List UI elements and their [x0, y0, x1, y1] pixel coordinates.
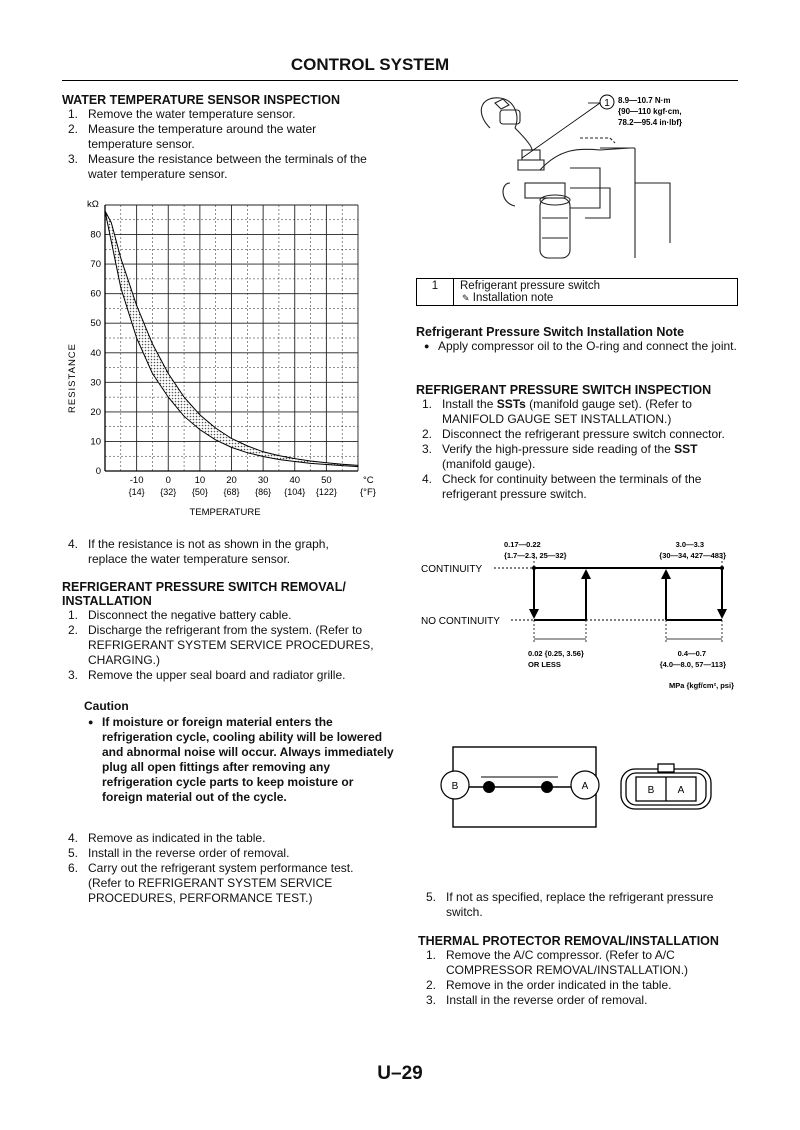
inspection-heading: REFRIGERANT PRESSURE SWITCH INSPECTION: [416, 383, 712, 397]
step-text: Install in the reverse order of removal.: [446, 993, 648, 1007]
y-tick-label: 10: [90, 436, 101, 448]
bottom-right-alt: {4.0—8.0, 57—113}: [659, 660, 726, 669]
list-item: 1. Remove the water temperature sensor.: [68, 107, 296, 121]
step-text: Install in the reverse order of removal.: [88, 846, 290, 860]
list-item: 3. Verify the high-pressure side reading of the SST (manifold gauge).: [422, 442, 698, 471]
removal-section: [62, 580, 392, 683]
water-temp-heading: WATER TEMPERATURE SENSOR INSPECTION: [62, 93, 341, 107]
pressure-switch-illustration: [470, 88, 740, 268]
x-tick-label: 20: [226, 475, 237, 486]
list-item: 5. If not as specified, replace the refrigerant pressure switch.: [426, 890, 714, 919]
x-axis-title: TEMPERATURE: [189, 507, 261, 518]
step-text: If not as specified, replace the refrigerant pressure switch.: [446, 890, 714, 919]
part-name: Refrigerant pressure switch: [460, 280, 600, 292]
x-tick-label-f: {104}: [284, 487, 306, 497]
x-tick-label: 50: [321, 475, 332, 486]
x-tick-label: -10: [129, 475, 144, 486]
continuity-diagram: [416, 533, 746, 693]
x-tick-label-f: {68}: [223, 487, 240, 497]
x-tick-labels: [129, 475, 337, 497]
switch-circuit-diagram: [425, 740, 725, 830]
step-text: Remove the A/C compressor. (Refer to A/C COMPRESSOR REMOVAL/INSTALLATION.): [446, 948, 689, 977]
top-right-value: 3.0—3.3: [675, 540, 704, 549]
x-unit-f: {°F}: [360, 487, 376, 498]
list-item: 2. Measure the temperature around the water temperature sensor.: [68, 122, 317, 151]
step-text: Measure the resistance between the terminals of the water temperature sensor.: [88, 152, 367, 181]
top-left-value: 0.17—0.22: [504, 540, 541, 549]
x-tick-label: 40: [289, 475, 301, 486]
bottom-left-value: 0.02 {0.25, 3.56}: [528, 649, 584, 658]
list-item: 6. Carry out the refrigerant system performance test. (Refer to REFRIGERANT SYSTEM SERVICE PROCEDURES, PERFORMANCE TEST.): [68, 861, 354, 905]
step-text: Discharge the refrigerant from the system. (Refer to REFRIGERANT SYSTEM SERVICE PROCEDURES, CHARGING.): [88, 623, 374, 667]
install-note-bullet: ● Apply compressor oil to the O-ring and connect the joint.: [420, 339, 738, 354]
y-unit-label: kΩ: [87, 199, 99, 210]
y-tick-labels: [90, 230, 101, 477]
x-unit-c: °C: [363, 475, 374, 486]
x-tick-label-f: {50}: [191, 487, 208, 497]
list-item: 3. Measure the resistance between the terminals of the water temperature sensor.: [68, 152, 367, 181]
torque-line-3: 78.2—95.4 in·lbf}: [618, 118, 683, 127]
caution-text: ● If moisture or foreign material enters the refrigeration cycle, cooling ability will be lowered and abnormal noise will occur. Always immediately plug all open fittings after removing any refrigeration cycle parts to keep moisture or foreign material out of the cycle.: [84, 715, 394, 805]
water-temp-section: [62, 93, 382, 182]
page-number: U–29: [377, 1063, 423, 1084]
y-axis-title: RESISTANCE: [67, 342, 78, 414]
table-cell-num: 1: [417, 279, 454, 306]
callout-number: 1: [604, 98, 610, 109]
removal-heading-1: REFRIGERANT PRESSURE SWITCH REMOVAL/: [62, 580, 346, 594]
step-text: Check for continuity between the terminals of the refrigerant pressure switch.: [442, 472, 702, 501]
installation-table: [416, 278, 738, 306]
no-continuity-label: NO CONTINUITY: [421, 616, 500, 627]
install-note-heading: Refrigerant Pressure Switch Installation Note: [416, 325, 685, 339]
step-text: If the resistance is not as shown in the graph, replace the water temperature sensor.: [88, 537, 329, 566]
terminal-a-label: A: [581, 781, 589, 792]
step-text: Remove as indicated in the table.: [88, 831, 266, 845]
list-item: 3. Install in the reverse order of removal.: [426, 993, 648, 1007]
list-item: 4. Remove as indicated in the table.: [68, 831, 266, 845]
y-tick-label: 70: [90, 259, 101, 271]
step-text: Carry out the refrigerant system performance test. (Refer to REFRIGERANT SYSTEM SERVICE PROCEDURES, PERFORMANCE TEST.): [88, 861, 354, 905]
torque-line-1: 8.9—10.7 N·m: [618, 96, 671, 105]
step-text: Disconnect the refrigerant pressure switch connector.: [442, 427, 725, 441]
thermal-heading: THERMAL PROTECTOR REMOVAL/INSTALLATION: [418, 934, 719, 948]
list-item: 5. Install in the reverse order of removal.: [68, 846, 290, 860]
connector-face: [621, 764, 711, 809]
top-right-alt: {30—34, 427—483}: [659, 551, 726, 560]
install-note-label: Installation note: [472, 292, 554, 304]
top-left-alt: {1.7—2.3, 25—32}: [504, 551, 567, 560]
y-tick-label: 80: [90, 229, 101, 241]
x-tick-label-f: {122}: [315, 487, 337, 497]
y-tick-label: 60: [90, 288, 101, 300]
x-tick-label-f: {32}: [160, 487, 177, 497]
x-tick-label: 10: [194, 475, 206, 486]
x-tick-label-f: {86}: [255, 487, 272, 497]
inspection-step5: [426, 890, 742, 920]
x-tick-label: 30: [257, 475, 269, 486]
torque-line-2: {90—110 kgf·cm,: [618, 107, 682, 116]
thermal-steps: [426, 948, 748, 1008]
continuity-label: CONTINUITY: [421, 564, 483, 575]
step-text: Remove the upper seal board and radiator grille.: [88, 668, 346, 682]
list-item: 1. Remove the A/C compressor. (Refer to A/C COMPRESSOR REMOVAL/INSTALLATION.): [426, 948, 689, 977]
book-icon: ✎: [462, 293, 470, 303]
thermal-section: [418, 934, 748, 1008]
list-item: 2. Remove in the order indicated in the table.: [426, 978, 672, 992]
x-tick-label-f: {14}: [128, 487, 145, 497]
header-rule: [62, 80, 738, 81]
inspection-section: [416, 383, 738, 502]
list-item: 1. Install the SSTs (manifold gauge set). (Refer to MANIFOLD GAUGE SET INSTALLATION.): [422, 397, 692, 426]
removal-steps-2: [68, 831, 388, 906]
inspection-steps: [422, 397, 738, 502]
resistance-chart: [60, 193, 390, 523]
pressure-unit: MPa {kgf/cm², psi}: [668, 681, 734, 690]
y-tick-label: 30: [90, 377, 101, 389]
bottom-right-value: 0.4—0.7: [677, 649, 706, 658]
y-tick-label: 50: [90, 318, 101, 330]
connector-b-label: B: [647, 785, 655, 796]
install-note-section: [416, 325, 738, 354]
sst-label: SSTs: [496, 397, 526, 411]
list-item: 1. Disconnect the negative battery cable.: [68, 608, 292, 622]
y-tick-label: 20: [90, 406, 101, 418]
terminal-b-label: B: [451, 781, 459, 792]
y-tick-label: 40: [90, 347, 101, 359]
removal-steps: [68, 608, 386, 683]
y-tick-label: 0: [95, 466, 101, 477]
water-temp-steps: [68, 107, 382, 182]
water-temp-step4: [68, 537, 368, 567]
step-text: Disconnect the negative battery cable.: [88, 608, 292, 622]
caution-box: [84, 699, 394, 805]
page-title: CONTROL SYSTEM: [290, 55, 450, 74]
list-item: 2. Discharge the refrigerant from the system. (Refer to REFRIGERANT SYSTEM SERVICE PROCEDURES, CHARGING.): [68, 623, 374, 667]
x-tick-label: 0: [165, 475, 171, 486]
bottom-left-alt: OR LESS: [528, 660, 561, 669]
table-row: [417, 279, 738, 306]
step-text: Measure the temperature around the water temperature sensor.: [88, 122, 317, 151]
table-cell-part: [454, 279, 738, 306]
sst-label: SST: [674, 442, 698, 456]
step-text: Remove in the order indicated in the table.: [446, 978, 672, 992]
step-text: Remove the water temperature sensor.: [88, 107, 296, 121]
connector-a-label: A: [677, 785, 685, 796]
list-item: 2. Disconnect the refrigerant pressure switch connector.: [422, 427, 725, 441]
list-item: 4. If the resistance is not as shown in the graph, replace the water temperature sensor.: [68, 537, 329, 566]
install-note-ref: [460, 292, 731, 304]
caution-title: Caution: [84, 699, 129, 713]
list-item: 3. Remove the upper seal board and radiator grille.: [68, 668, 346, 682]
list-item: 4. Check for continuity between the terminals of the refrigerant pressure switch.: [422, 472, 702, 501]
removal-heading-2: INSTALLATION: [62, 594, 152, 608]
